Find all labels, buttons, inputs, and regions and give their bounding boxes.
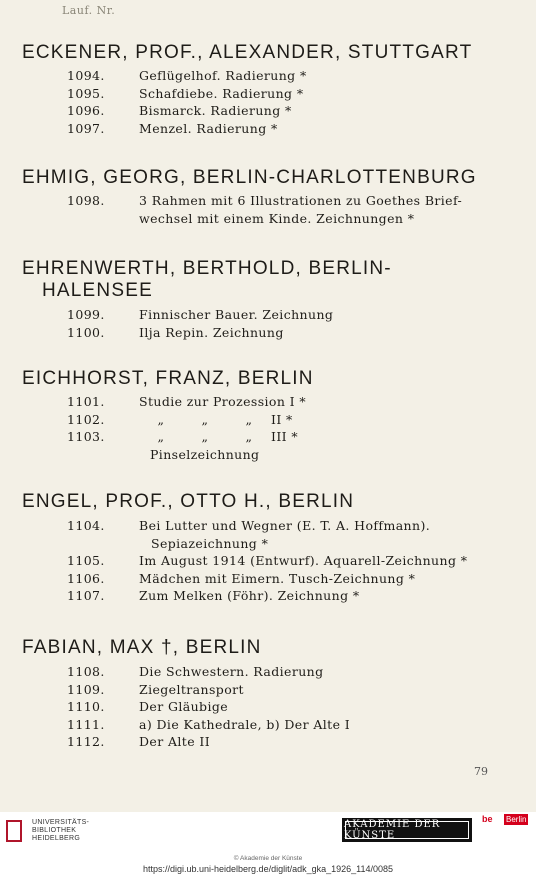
ub-line-3: HEIDELBERG [32, 835, 81, 842]
artist-heading: ENGEL, PROF., OTTO H., BERLIN [22, 491, 355, 512]
entry-title-continuation: wechsel mit einem Kinde. Zeichnungen * [139, 210, 415, 226]
artist-heading-line1: EHRENWERTH, BERTHOLD, BERLIN- [22, 258, 392, 279]
catalog-entry [0, 428, 536, 446]
artist-heading: EHMIG, GEORG, BERLIN-CHARLOTTENBURG [22, 167, 477, 188]
ditto-mark: „ [245, 429, 253, 444]
entry-number: 1105. [67, 553, 105, 568]
entry-number: 1096. [67, 103, 105, 118]
entry-title: Schafdiebe. Radierung * [139, 85, 304, 101]
entry-number: 1108. [67, 664, 105, 679]
catalog-entry [0, 587, 536, 605]
entry-number: 1111. [67, 716, 105, 732]
catalog-entry [0, 85, 536, 103]
ub-line-2: BIBLIOTHEK [32, 827, 77, 834]
catalog-entry [0, 411, 536, 429]
catalog-entry [0, 306, 536, 324]
entry-number: 1101. [67, 394, 105, 409]
entry-number: 1104. [67, 518, 105, 533]
artist-heading: ECKENER, PROF., ALEXANDER, STUTTGART [22, 42, 473, 63]
berlin-logo-tag: Berlin [506, 815, 527, 824]
entry-title: Der Alte II [139, 734, 211, 749]
entry-title: Studie zur Prozession I * [139, 394, 307, 409]
ditto-mark: „ [201, 411, 209, 427]
catalog-entry [0, 67, 536, 85]
artist-heading: FABIAN, MAX †, BERLIN [22, 637, 262, 658]
viewer-footer [0, 812, 536, 850]
entry-title: Menzel. Radierung * [139, 120, 278, 136]
catalog-entry [0, 517, 536, 552]
ditto-mark: „ [245, 411, 253, 427]
artist-section-ehmig [0, 167, 536, 227]
entry-title: II * [271, 411, 293, 427]
entry-number: 1095. [67, 85, 105, 101]
catalog-entry [0, 192, 536, 227]
catalog-entry [0, 324, 536, 342]
catalog-entry [0, 716, 536, 734]
entry-title: Bei Lutter und Wegner (E. T. A. Hoffmann). [139, 518, 431, 533]
entry-number: 1102. [67, 411, 105, 427]
akademie-der-kuenste-logo[interactable]: AKADEMIE DER KÜNSTE [342, 818, 472, 842]
entry-number: 1098. [67, 193, 105, 208]
source-url[interactable]: https://digi.ub.uni-heidelberg.de/diglit/adk_gka_1926_114/0085 [142, 864, 394, 874]
entry-title: 3 Rahmen mit 6 Illustrationen zu Goethes Brief- [139, 193, 463, 208]
artist-section-eckener [0, 42, 536, 137]
entry-title: Geflügelhof. Radierung * [139, 68, 307, 83]
entry-number: 1112. [67, 734, 105, 749]
catalog-entry [0, 663, 536, 681]
entry-title: III * [271, 429, 299, 444]
page-number: 79 [474, 765, 488, 778]
ub-line-1: UNIVERSITÄTS- [32, 819, 90, 826]
artist-section-ehrenwerth [0, 258, 536, 341]
catalog-entry [0, 681, 536, 699]
entry-title: Die Schwestern. Radierung [139, 664, 324, 679]
entry-number: 1100. [67, 324, 105, 340]
technique-note: Pinselzeichnung [150, 446, 260, 462]
berlin-logo[interactable] [480, 814, 532, 848]
entry-title: a) Die Kathedrale, b) Der Alte I [139, 716, 351, 732]
entry-number: 1097. [67, 120, 105, 136]
artist-heading [0, 258, 536, 302]
artist-section-fabian [0, 637, 536, 751]
entry-title: Ziegeltransport [139, 681, 244, 697]
copyright-credit: © Akademie der Künste [233, 855, 303, 862]
catalog-entry [0, 120, 536, 138]
catalog-entry [0, 570, 536, 588]
entry-title: Bismarck. Radierung * [139, 103, 292, 118]
entry-number: 1109. [67, 681, 105, 697]
entry-number: 1099. [67, 307, 105, 322]
entry-title: Finnischer Bauer. Zeichnung [139, 307, 334, 322]
entry-number: 1103. [67, 429, 105, 444]
ub-seal-icon [6, 820, 22, 842]
catalog-entry [0, 698, 536, 716]
ub-heidelberg-logo[interactable] [6, 816, 126, 848]
artist-section-eichhorst [0, 368, 536, 464]
artist-heading: EICHHORST, FRANZ, BERLIN [22, 368, 314, 389]
entry-title: Zum Melken (Föhr). Zeichnung * [139, 588, 360, 603]
artist-section-engel [0, 491, 536, 605]
ditto-mark: „ [201, 429, 209, 444]
entry-number: 1110. [67, 699, 105, 714]
lauf-nr-label: Lauf. Nr. [62, 4, 116, 17]
catalog-entry [0, 393, 536, 411]
entry-title: Ilja Repin. Zeichnung [139, 324, 284, 340]
entry-title: Im August 1914 (Entwurf). Aquarell-Zeichnung * [139, 553, 468, 568]
catalog-entry [0, 552, 536, 570]
entry-title-continuation: Sepiazeichnung * [151, 535, 269, 551]
entry-title: Der Gläubige [139, 699, 229, 714]
entry-title: Mädchen mit Eimern. Tusch-Zeichnung * [139, 570, 416, 586]
ditto-mark: „ [157, 411, 165, 427]
catalog-entry [0, 733, 536, 751]
ditto-mark: „ [157, 429, 165, 444]
ub-logo-text [32, 819, 89, 843]
artist-heading-line2: HALENSEE [42, 280, 153, 301]
catalog-entry [0, 102, 536, 120]
entry-number: 1107. [67, 588, 105, 603]
entry-number: 1094. [67, 68, 105, 83]
berlin-logo-be: be [482, 814, 493, 824]
entry-number: 1106. [67, 570, 105, 586]
